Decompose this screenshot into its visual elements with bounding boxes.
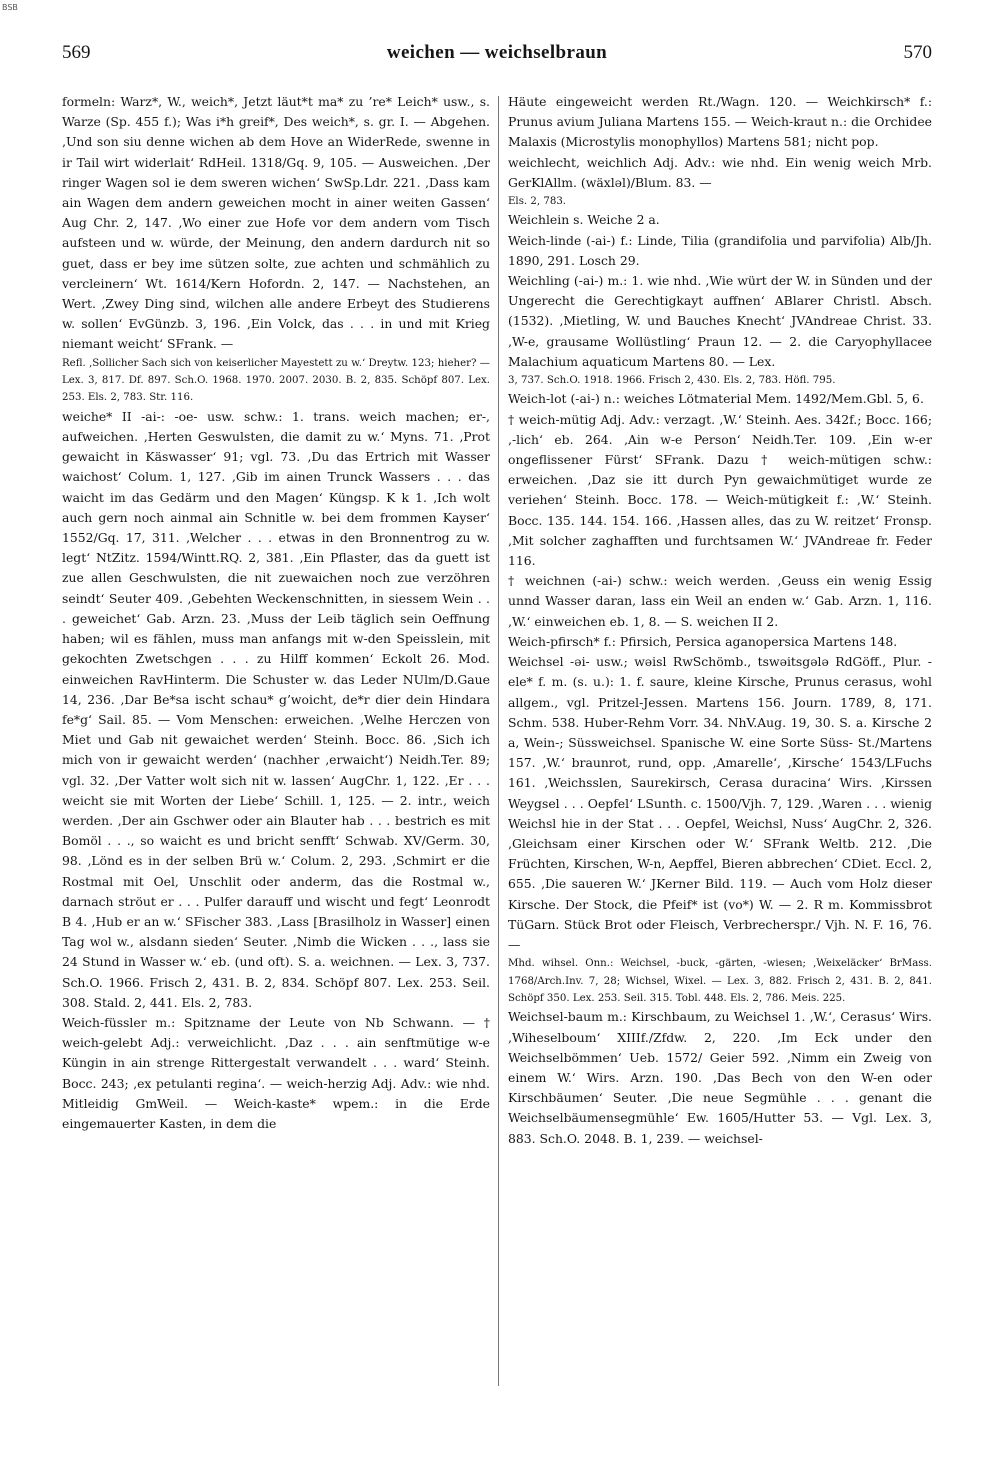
page-header (62, 42, 932, 74)
right-column (508, 92, 932, 1392)
page-number-right: 570 (903, 42, 932, 63)
dictionary-paragraph: 3, 737. Sch.O. 1918. 1966. Frisch 2, 430. Els. 2, 783. Höfl. 795. (508, 375, 836, 387)
dictionary-paragraph: Weich-füssler m.: Spitzname der Leute von Nb Schwann. — † weich-gelebt Adj.: verweichlicht. ‚Daz . . . ain senftmütige w-e Küngin in ain strenge Rittergestalt verwandelt . . . ward‘ Steinh. Bocc. 243; ‚ex petulanti regina‘. — weich-herzig Adj. Adv.: wie nhd. Mitleidig GmWeil. — Weich-kaste* wpem.: in die Erde eingemauerter Kasten, in dem die (62, 1014, 490, 1131)
dictionary-paragraph: Weich-pfirsch* f.: Pfirsich, Persica aganopersica Martens 148. (508, 633, 898, 649)
dictionary-paragraph: Mhd. wihsel. Onn.: Weichsel, -buck, -gärten, -wiesen; ‚Weixeläcker‘ BrMass. 1768/Arch.Inv. 7, 28; Wichsel, Wixel. — Lex. 3, 882. Frisch 2, 431. B. 2, 841. Schöpf 350. Lex. 253. Seil. 315. Tobl. 448. Els. 2, 786. Meis. 225. (508, 958, 932, 1004)
column-divider (498, 96, 499, 1386)
dictionary-paragraph: Häute eingeweicht werden Rt./Wagn. 120. — Weichkirsch* f.: Prunus avium Juliana Martens 155. — Weich-kraut n.: die Orchidee Malaxis (Microstylis monophyllos) Martens 581; nicht pop. (508, 94, 932, 150)
dictionary-paragraph: Weichsel-baum m.: Kirschbaum, zu Weichsel 1. ‚W.‘, Cerasus‘ Wirs. ‚Wiheselboum‘ XIIIf./Zfdw. 2, 220. ‚Im Eck under den Weichselbömmen‘ Ueb. 1572/ Geier 592. ‚Nimm ein Zweig von einem W.‘ Wirs. Arzn. 190. ‚Das Bech von den W-en oder Kirschbäumen‘ Seuter. ‚Die neue Segmühle . . . genant die Weichselbäumensegmühle‘ Ew. 1605/Hutter 53. — Vgl. Lex. 3, 883. Sch.O. 2048. B. 1, 239. — weichsel- (508, 1009, 932, 1146)
dictionary-paragraph: weichlecht, weichlich Adj. Adv.: wie nhd. Ein wenig weich Mrb. GerKlAllm. (wäxləl)/Blum. 83. — (508, 154, 932, 190)
dictionary-paragraph: Els. 2, 783. (508, 196, 567, 208)
dictionary-paragraph: Refl. ‚Sollicher Sach sich von keiserlicher Mayestett zu w.‘ Dreytw. 123; hieher? — Lex. 3, 817. Df. 897. Sch.O. 1968. 1970. 2007. 2030. B. 2, 835. Schöpf 807. Lex. 253. Els. 2, 783. Str. 116. (62, 357, 490, 404)
dictionary-paragraph: Weich-lot (-ai-) n.: weiches Lötmaterial Mem. 1492/Mem.Gbl. 5, 6. (508, 391, 924, 407)
dictionary-paragraph: Weichlein s. Weiche 2 a. (508, 212, 660, 228)
library-stamp: BSB (2, 3, 18, 12)
dictionary-paragraph: † weich-mütig Adj. Adv.: verzagt. ‚W.‘ Steinh. Aes. 342f.; Bocc. 166; ‚-lich‘ eb. 264. ‚Ain w-e Person‘ Neidh.Ter. 109. ‚Ein w-er ongeflissener Fürst‘ SFrank. Dazu † weich-mütigen schw.: erweichen. ‚Daz sie itt durch Pyn gewaichmütiget wurde ze veriehen‘ Steinh. Bocc. 178. — Weich-mütigkeit f.: ‚W.‘ Steinh. Bocc. 135. 144. 154. 166. ‚Hassen alles, das zu W. reitzet‘ Fronsp. ‚Mit solcher zaghafften und furchtsamen W.‘ JVAndreae fr. Feder 116. (508, 411, 932, 569)
running-title: weichen — weichselbraun (386, 42, 608, 63)
left-column (62, 92, 490, 1392)
page-number-left: 569 (62, 42, 91, 63)
dictionary-paragraph: † weichnen (-ai-) schw.: weich werden. ‚Geuss ein wenig Essig unnd Wasser daran, lass ein Weil an enden w.‘ Gab. Arzn. 1, 116. ‚W.‘ einweichen eb. 1, 8. — S. weichen II 2. (508, 573, 932, 629)
dictionary-paragraph: Weichsel -əi- usw.; wəisl RwSchömb., tswəitsgələ RdGöff., Plur. -ele* f. m. (s. u.): 1. f. saure, kleine Kirsche, Prunus cerasus, wohl allgem., vgl. Pritzel-Jessen. Martens 156. Journ. 1789, 8, 171. Schm. 538. Huber-Rehm Vorr. 34. NhV.Aug. 19, 30. S. a. Kirsche 2 a, Wein-; Süssweichsel. Spanische W. eine Sorte Süss- St./Martens 157. ‚W.‘ braunrot, rund, opp. ‚Amarelle‘, ‚Kirsche‘ 1543/LFuchs 161. ‚Weichsslen, Saurekirsch, Cerasa duracina‘ Wirs. ‚Kirssen Weygsel . . . Oepfel‘ LSunth. c. 1500/Vjh. 7, 129. ‚Waren . . . wienig Weichsl hie in der Stat . . . Oepfel, Weichsl, Nuss‘ AugChr. 2, 326. ‚Gleichsam einer Kirschen oder W.‘ SFrank Weltb. 212. ‚Die Früchten, Kirschen, W-n, Aepffel, Bieren abbrechen‘ CDiet. Eccl. 2, 655. ‚Die saueren W.‘ JKerner Bild. 119. — Auch vom Holz dieser Kirsche. Der Stock, die Pfeif* ist (vo*) W. — 2. R m. Kommissbrot TüGarn. Stück Brot oder Fleisch, Verbrecherspr./ Vjh. N. F. 16, 76. — (508, 654, 932, 952)
dictionary-paragraph: Weichling (-ai-) m.: 1. wie nhd. ‚Wie würt der W. in Sünden und der Ungerecht die Gerechtigkayt auffnen‘ ABlarer Christl. Absch. (1532). ‚Mietling, W. und Bauches Knecht‘ JVAndreae Christ. 33. ‚W-e, grausame Wollüstling‘ Praun 12. — 2. die Caryophyllacee Malachium aquaticum Martens 80. — Lex. (508, 273, 932, 369)
dictionary-paragraph: formeln: Warz*, W., weich*, Jetzt läut*t ma* zu ’re* Leich* usw., s. Warze (Sp. 455 f.); Was i*h greif*, Des weich*, s. gr. I. — Abgehen. ‚Und son siu denne wichen ab dem Hove an WiderRede, swenne in ir Tail wirt widerlait‘ RdHeil. 1318/Gq. 9, 105. — Ausweichen. ‚Der ringer Wagen sol ie dem sweren wichen‘ SwSp.Ldr. 221. ‚Dass kam ain Wagen dem andern geweichen mocht in ainer weiten Gassen‘ Aug Chr. 2, 147. ‚Wo einer zue Hofe vor dem andern vom Tisch aufsteen und w. würde, der Meinung, den andern dardurch nit so guet, dass er bey ime sützen solte, zue achten und schmählich zu vercleinern‘ Wt. 1614/Kern Hofordn. 2, 147. — Nachstehen, an Wert. ‚Zwey Ding sind, wilchen alle andere Erbeyt des Studierens w. sollen‘ EvGünzb. 3, 196. ‚Ein Volck, das . . . in und mit Krieg niemant weicht‘ SFrank. — (62, 94, 490, 352)
dictionary-paragraph: Weich-linde (-ai-) f.: Linde, Tilia (grandifolia und parvifolia) Alb/Jh. 1890, 291. Losch 29. (508, 232, 932, 268)
dictionary-paragraph: weiche* II -ai-: -oe- usw. schw.: 1. trans. weich machen; er-, aufweichen. ‚Herten Geswulsten, die damit zu w.‘ Myns. 71. ‚Prot gewaicht in Käswasser‘ 91; vgl. 73. ‚Du das Ertrich mit Wasser waichost‘ Colum. 1, 127. ‚Gib im ainen Trunck Wassers . . . das waicht im das Gedärm und den Magen‘ Küngsp. K k 1. ‚Ich wolt auch gern noch ainmal ain Schnitle w. bei dem frommen Kayser‘ 1552/Gq. 17, 311. ‚Welcher . . . etwas in den Bronnentrog zu w. legt‘ NtZitz. 1594/Wintt.RQ. 2, 381. ‚Ein Pflaster, das da guett ist zue allen Geschwulsten, die nit zuewaichen noch zue verzöhren seindt‘ Seuter 409. ‚Gebehten Weckenschnitten, in siessem Wein . . . geweichet‘ Gab. Arzn. 23. ‚Muss der Leib täglich sein Oeffnung haben; wil es fählen, muss man anfangs mit w-den Speisslein, mit gekochten Zwetschgen . . . zu Hilff kommen‘ Eckolt 26. Mod. einweichen RavHinterm. Die Schuster w. das Leder NUlm/D.Gaue 14, 236. ‚Dar Be*sa ischt schau* g’woicht, de*r dier dein Hindara fe*g‘ Sail. 85. — Vom Menschen: erweichen. ‚Welhe Herczen von Miet und Gab nit gewaichet werden‘ Steinh. Bocc. 86. ‚Sich ich mich von ir gewaicht werden‘ (nachher ‚erwaicht‘) Neidh.Ter. 89; vgl. 32. ‚Der Vatter wolt sich nit w. lassen‘ AugChr. 1, 122. ‚Er . . . weicht sie mit Worten der Liebe‘ Schill. 1, 125. — 2. intr., weich werden. ‚Der ain Gschwer oder ain Blauter hab . . . bestrich es mit Bomöl . . ., so waicht es und bricht senfft‘ Schwab. XV/Germ. 30, 98. ‚Lönd es in der selben Brü w.‘ Colum. 2, 293. ‚Schmirt er die Rostmal mit Oel, Unschlit oder anderm, das die Rostmal w., darnach ströut er . . . Pulfer darauff und wischt und fegt‘ Leonrodt B 4. ‚Hub er an w.‘ SFischer 383. ‚Lass [Brasilholz in Wasser] einen Tag wol w., alsdann sieden‘ Seuter. ‚Nimb die Wicken . . ., lass sie 24 Stund in Wasser w.‘ eb. (und oft). S. a. weichnen. — Lex. 3, 737. Sch.O. 1966. Frisch 2, 431. B. 2, 834. Schöpf 807. Lex. 253. Seil. 308. Stald. 2, 441. Els. 2, 783. (62, 408, 490, 1010)
